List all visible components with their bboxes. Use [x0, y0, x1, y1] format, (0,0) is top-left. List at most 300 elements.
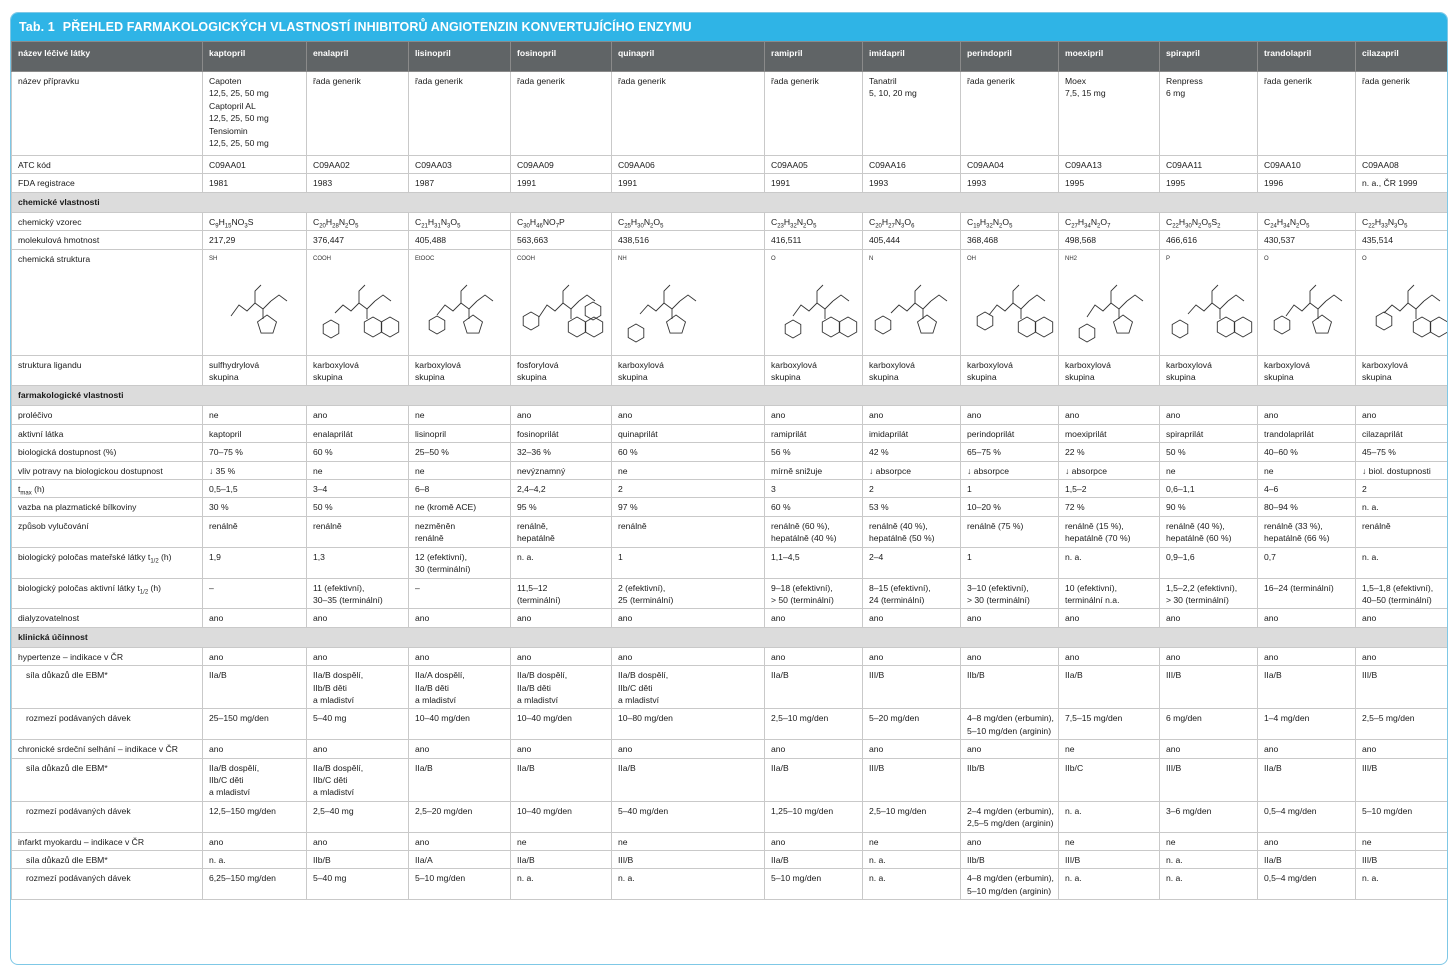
- table-cell: ano: [612, 406, 765, 424]
- table-cell: ano: [1258, 609, 1356, 627]
- chemical-structure-drawing: [618, 261, 708, 353]
- row-label: síla důkazů dle EBM*: [12, 758, 203, 801]
- table-cell: ano: [612, 647, 765, 665]
- table-cell: 11 (efektivní), 30–35 (terminální): [307, 578, 409, 609]
- table-cell: renálně: [1356, 516, 1448, 547]
- table-cell: C09AA08: [1356, 156, 1448, 174]
- table-cell: ano: [511, 609, 612, 627]
- table-cell: quinaprilát: [612, 424, 765, 442]
- table-cell: 1987: [409, 174, 511, 192]
- chemical-structure-drawing: [1166, 261, 1256, 353]
- row-label: biologická dostupnost (%): [12, 443, 203, 461]
- table-cell: 376,447: [307, 231, 409, 249]
- row-label: vazba na plazmatické bílkoviny: [12, 498, 203, 516]
- table-cell: 7,5–15 mg/den: [1059, 709, 1160, 740]
- table-cell: IIa/B: [765, 666, 863, 709]
- table-cell: řada generik: [511, 72, 612, 156]
- table-cell: ano: [203, 647, 307, 665]
- table-cell: 1995: [1160, 174, 1258, 192]
- table-cell: renálně (40 %), hepatálně (60 %): [1160, 516, 1258, 547]
- structure-atom-label: SH: [209, 255, 218, 262]
- table-cell: 3–10 (efektivní), > 30 (terminální): [961, 578, 1059, 609]
- col-header-drug: quinapril: [612, 42, 765, 72]
- table-cell: IIa/B dospělí, IIb/C děti a mladiství: [612, 666, 765, 709]
- row-label: infarkt myokardu – indikace v ČR: [12, 832, 203, 850]
- row-label: název přípravku: [12, 72, 203, 156]
- table-cell: ne: [511, 832, 612, 850]
- table-cell: n. a.: [612, 869, 765, 900]
- table-cell: ano: [203, 609, 307, 627]
- table-cell: 1: [961, 547, 1059, 578]
- table-cell: 2,5–5 mg/den: [1356, 709, 1448, 740]
- table-cell: 2: [612, 480, 765, 498]
- table-cell: ano: [1160, 406, 1258, 424]
- table-row: [12, 666, 1448, 709]
- table-cell: 65–75 %: [961, 443, 1059, 461]
- table-cell: renálně (33 %), hepatálně (66 %): [1258, 516, 1356, 547]
- col-header-drug: cilazapril: [1356, 42, 1448, 72]
- ace-inhibitors-table: [11, 41, 1448, 900]
- table-cell: 1991: [511, 174, 612, 192]
- table-cell: IIa/B: [765, 758, 863, 801]
- table-cell: fosforylová skupina: [511, 355, 612, 386]
- table-cell: ano: [961, 740, 1059, 758]
- table-cell: 10–20 %: [961, 498, 1059, 516]
- table-cell: IIb/B: [961, 666, 1059, 709]
- table-cell: 1,1–4,5: [765, 547, 863, 578]
- table-cell: ano: [1356, 406, 1448, 424]
- structure-cell: [863, 249, 961, 355]
- table-cell: ano: [307, 647, 409, 665]
- table-cell: ne: [863, 832, 961, 850]
- table-cell: n. a.: [1059, 869, 1160, 900]
- table-cell: 22 %: [1059, 443, 1160, 461]
- table-cell: ano: [765, 406, 863, 424]
- table-row: [12, 156, 1448, 174]
- table-cell: ano: [863, 740, 961, 758]
- table-body: [12, 72, 1448, 900]
- structure-atom-label: EtOOC: [415, 255, 435, 262]
- table-cell: 97 %: [612, 498, 765, 516]
- table-cell: 12 (efektivní), 30 (terminální): [409, 547, 511, 578]
- table-cell: C09AA05: [765, 156, 863, 174]
- table-cell: ↓ 35 %: [203, 461, 307, 479]
- table-cell: 563,663: [511, 231, 612, 249]
- table-cell: 42 %: [863, 443, 961, 461]
- table-cell: 45–75 %: [1356, 443, 1448, 461]
- table-cell: 2: [1356, 480, 1448, 498]
- row-label: chronické srdeční selhání – indikace v ČR: [12, 740, 203, 758]
- col-header-label: název léčivé látky: [12, 42, 203, 72]
- table-cell: karboxylová skupina: [961, 355, 1059, 386]
- table-cell: 5–40 mg/den: [612, 801, 765, 832]
- structure-atom-label: COOH: [517, 255, 535, 262]
- table-cell: karboxylová skupina: [1258, 355, 1356, 386]
- chemical-structure-drawing: [771, 261, 861, 353]
- table-cell: 1,9: [203, 547, 307, 578]
- table-cell: 4–8 mg/den (erbumin), 5–10 mg/den (arginin): [961, 709, 1059, 740]
- table-row: [12, 609, 1448, 627]
- table-cell: 498,568: [1059, 231, 1160, 249]
- table-cell: IIa/A: [409, 851, 511, 869]
- table-cell: lisinopril: [409, 424, 511, 442]
- table-cell: Renpress 6 mg: [1160, 72, 1258, 156]
- table-row: [12, 758, 1448, 801]
- table-cell: 25–50 %: [409, 443, 511, 461]
- table-cell: ano: [1160, 647, 1258, 665]
- table-cell: 11,5–12 (terminální): [511, 578, 612, 609]
- table-cell: karboxylová skupina: [1160, 355, 1258, 386]
- table-cell: 30 %: [203, 498, 307, 516]
- table-cell: fosinoprilát: [511, 424, 612, 442]
- table-cell: 1,25–10 mg/den: [765, 801, 863, 832]
- header-row: [12, 42, 1448, 72]
- table-cell: ne: [1059, 832, 1160, 850]
- table-cell: 5–10 mg/den: [765, 869, 863, 900]
- table-cell: n. a.: [1160, 869, 1258, 900]
- table-cell: n. a.: [1356, 547, 1448, 578]
- table-cell: $C_9H_{15}NO_3S$: [203, 212, 307, 230]
- row-label: hypertenze – indikace v ČR: [12, 647, 203, 665]
- table-cell: ne: [1059, 740, 1160, 758]
- table-cell: ano: [863, 609, 961, 627]
- table-cell: 2,5–40 mg: [307, 801, 409, 832]
- table-cell: C09AA16: [863, 156, 961, 174]
- table-cell: ano: [961, 832, 1059, 850]
- table-cell: 2–4: [863, 547, 961, 578]
- table-cell: III/B: [612, 851, 765, 869]
- table-cell: 3–6 mg/den: [1160, 801, 1258, 832]
- table-cell: 1: [612, 547, 765, 578]
- table-cell: 1,5–2: [1059, 480, 1160, 498]
- table-cell: n. a.: [511, 547, 612, 578]
- table-row: [12, 249, 1448, 355]
- table-cell: IIb/B: [961, 851, 1059, 869]
- table-cell: karboxylová skupina: [612, 355, 765, 386]
- table-cell: 10–40 mg/den: [409, 709, 511, 740]
- table-row: [12, 212, 1448, 230]
- table-cell: ↓ biol. dostupnosti: [1356, 461, 1448, 479]
- table-cell: karboxylová skupina: [307, 355, 409, 386]
- table-cell: 1,5–1,8 (efektivní), 40–50 (terminální): [1356, 578, 1448, 609]
- table-cell: nezměněn renálně: [409, 516, 511, 547]
- table-cell: ano: [612, 609, 765, 627]
- table-cell: C09AA04: [961, 156, 1059, 174]
- table-cell: 0,6–1,1: [1160, 480, 1258, 498]
- table-cell: ano: [511, 406, 612, 424]
- row-label: způsob vylučování: [12, 516, 203, 547]
- table-row: [12, 851, 1448, 869]
- table-cell: 0,5–4 mg/den: [1258, 869, 1356, 900]
- table-cell: C09AA06: [612, 156, 765, 174]
- table-cell: 10–40 mg/den: [511, 801, 612, 832]
- row-label: biologický poločas mateřské látky $t_{1/2}$ (h): [12, 547, 203, 578]
- col-header-drug: enalapril: [307, 42, 409, 72]
- table-cell: 10–80 mg/den: [612, 709, 765, 740]
- table-row: [12, 231, 1448, 249]
- table-cell: 3: [765, 480, 863, 498]
- table-cell: ano: [863, 406, 961, 424]
- structure-cell: [1258, 249, 1356, 355]
- table-cell: IIa/B dospělí, IIb/C děti a mladiství: [307, 758, 409, 801]
- table-cell: 0,5–4 mg/den: [1258, 801, 1356, 832]
- table-cell: ne (kromě ACE): [409, 498, 511, 516]
- structure-atom-label: O: [1362, 255, 1367, 262]
- table-cell: 2–4 mg/den (erbumin), 2,5–5 mg/den (arginin): [961, 801, 1059, 832]
- table-cell: 6–8: [409, 480, 511, 498]
- table-cell: ano: [409, 740, 511, 758]
- table-cell: IIa/B: [203, 666, 307, 709]
- table-cell: ano: [961, 609, 1059, 627]
- row-label: rozmezí podávaných dávek: [12, 709, 203, 740]
- table-row: [12, 174, 1448, 192]
- table-row: [12, 832, 1448, 850]
- table-row: [12, 547, 1448, 578]
- table-cell: 95 %: [511, 498, 612, 516]
- table-row: [12, 461, 1448, 479]
- table-cell: IIa/B: [765, 851, 863, 869]
- table-cell: 60 %: [307, 443, 409, 461]
- table-cell: III/B: [863, 666, 961, 709]
- table-cell: ↓ absorpce: [863, 461, 961, 479]
- table-cell: trandolaprilát: [1258, 424, 1356, 442]
- table-cell: ano: [961, 647, 1059, 665]
- table-cell: III/B: [1356, 666, 1448, 709]
- table-cell: IIa/B: [612, 758, 765, 801]
- table-cell: řada generik: [961, 72, 1059, 156]
- table-cell: Capoten 12,5, 25, 50 mg Captopril AL 12,5, 25, 50 mg Tensiomin 12,5, 25, 50 mg: [203, 72, 307, 156]
- table-cell: renálně (75 %): [961, 516, 1059, 547]
- section-title: klinická účinnost: [12, 627, 1448, 647]
- table-cell: $C_{24}H_{34}N_2O_5$: [1258, 212, 1356, 230]
- table-cell: IIa/B: [1258, 666, 1356, 709]
- table-cell: nevýznamný: [511, 461, 612, 479]
- table-cell: řada generik: [765, 72, 863, 156]
- table-cell: 1995: [1059, 174, 1160, 192]
- row-label: proléčivo: [12, 406, 203, 424]
- table-cell: 0,7: [1258, 547, 1356, 578]
- table-cell: C09AA11: [1160, 156, 1258, 174]
- table-cell: Tanatril 5, 10, 20 mg: [863, 72, 961, 156]
- table-cell: enalaprilát: [307, 424, 409, 442]
- table-cell: ne: [1160, 461, 1258, 479]
- table-cell: řada generik: [612, 72, 765, 156]
- table-cell: ano: [1356, 609, 1448, 627]
- table-cell: C09AA10: [1258, 156, 1356, 174]
- section-title: farmakologické vlastnosti: [12, 386, 1448, 406]
- table-cell: sulfhydrylová skupina: [203, 355, 307, 386]
- table-number: Tab. 1: [19, 20, 55, 34]
- table-cell: n. a.: [203, 851, 307, 869]
- table-cell: III/B: [1160, 666, 1258, 709]
- table-cell: 60 %: [765, 498, 863, 516]
- row-label: dialyzovatelnost: [12, 609, 203, 627]
- row-label: ATC kód: [12, 156, 203, 174]
- chemical-structure-drawing: [313, 261, 403, 353]
- table-cell: ano: [961, 406, 1059, 424]
- table-cell: cilazaprilát: [1356, 424, 1448, 442]
- table-cell: ano: [1356, 647, 1448, 665]
- table-cell: 60 %: [612, 443, 765, 461]
- table-cell: 0,5–1,5: [203, 480, 307, 498]
- table-cell: ne: [1258, 461, 1356, 479]
- table-cell: karboxylová skupina: [409, 355, 511, 386]
- table-cell: n. a.: [1356, 869, 1448, 900]
- table-cell: ↓ absorpce: [961, 461, 1059, 479]
- table-cell: IIb/C: [1059, 758, 1160, 801]
- table-cell: 10 (efektivní), terminální n.a.: [1059, 578, 1160, 609]
- table-cell: III/B: [1356, 758, 1448, 801]
- table-cell: 1: [961, 480, 1059, 498]
- table-cell: 6 mg/den: [1160, 709, 1258, 740]
- table-cell: ano: [765, 647, 863, 665]
- table-cell: $C_{27}H_{34}N_2O_7$: [1059, 212, 1160, 230]
- structure-cell: [612, 249, 765, 355]
- col-header-drug: lisinopril: [409, 42, 511, 72]
- row-label: FDA registrace: [12, 174, 203, 192]
- table-cell: 1996: [1258, 174, 1356, 192]
- table-cell: 1993: [863, 174, 961, 192]
- table-cell: 1,3: [307, 547, 409, 578]
- table-cell: ↓ absorpce: [1059, 461, 1160, 479]
- table-cell: perindoprilát: [961, 424, 1059, 442]
- table-cell: 50 %: [307, 498, 409, 516]
- structure-cell: [307, 249, 409, 355]
- table-cell: ne: [1160, 832, 1258, 850]
- table-cell: ne: [409, 406, 511, 424]
- table-row: [12, 647, 1448, 665]
- section-header-row: [12, 627, 1448, 647]
- structure-atom-label: O: [1264, 255, 1269, 262]
- table-cell: řada generik: [307, 72, 409, 156]
- row-label: síla důkazů dle EBM*: [12, 666, 203, 709]
- table-cell: C09AA01: [203, 156, 307, 174]
- table-cell: ano: [863, 647, 961, 665]
- table-row: [12, 480, 1448, 498]
- structure-cell: [1160, 249, 1258, 355]
- table-cell: IIa/B: [409, 758, 511, 801]
- table-cell: III/B: [1160, 758, 1258, 801]
- table-cell: 9–18 (efektivní), > 50 (terminální): [765, 578, 863, 609]
- chemical-structure-drawing: [967, 261, 1057, 353]
- row-label: rozmezí podávaných dávek: [12, 869, 203, 900]
- table-row: [12, 424, 1448, 442]
- table-cell: 80–94 %: [1258, 498, 1356, 516]
- table-cell: 2,4–4,2: [511, 480, 612, 498]
- structure-cell: [409, 249, 511, 355]
- table-cell: ano: [1059, 609, 1160, 627]
- table-cell: 217,29: [203, 231, 307, 249]
- table-cell: 90 %: [1160, 498, 1258, 516]
- chemical-structure-drawing: [209, 261, 299, 353]
- table-cell: n. a.: [1059, 547, 1160, 578]
- table-cell: ramiprilát: [765, 424, 863, 442]
- table-cell: 3–4: [307, 480, 409, 498]
- table-cell: 405,444: [863, 231, 961, 249]
- table-cell: ano: [203, 832, 307, 850]
- table-cell: ano: [1258, 647, 1356, 665]
- table-cell: 16–24 (terminální): [1258, 578, 1356, 609]
- table-cell: 1981: [203, 174, 307, 192]
- table-cell: C09AA03: [409, 156, 511, 174]
- table-cell: 1993: [961, 174, 1059, 192]
- chemical-structure-drawing: [869, 261, 959, 353]
- table-cell: III/B: [863, 758, 961, 801]
- col-header-drug: trandolapril: [1258, 42, 1356, 72]
- table-cell: 8–15 (efektivní), 24 (terminální): [863, 578, 961, 609]
- table-row: [12, 801, 1448, 832]
- row-label: aktivní látka: [12, 424, 203, 442]
- table-cell: řada generik: [409, 72, 511, 156]
- table-cell: řada generik: [1258, 72, 1356, 156]
- table-cell: 368,468: [961, 231, 1059, 249]
- table-cell: 0,9–1,6: [1160, 547, 1258, 578]
- row-label: $t_{max}$ (h): [12, 480, 203, 498]
- table-cell: 1991: [765, 174, 863, 192]
- table-cell: 1991: [612, 174, 765, 192]
- table-cell: karboxylová skupina: [1356, 355, 1448, 386]
- table-cell: ano: [1258, 406, 1356, 424]
- table-cell: řada generik: [1356, 72, 1448, 156]
- table-cell: n. a., ČR 1999: [1356, 174, 1448, 192]
- structure-cell: [203, 249, 307, 355]
- chemical-structure-drawing: [517, 261, 607, 353]
- table-cell: n. a.: [1059, 801, 1160, 832]
- table-cell: IIa/A dospělí, IIa/B děti a mladiství: [409, 666, 511, 709]
- table-cell: ne: [612, 461, 765, 479]
- table-cell: 50 %: [1160, 443, 1258, 461]
- row-label: molekulová hmotnost: [12, 231, 203, 249]
- table-cell: ano: [1258, 740, 1356, 758]
- table-cell: 1–4 mg/den: [1258, 709, 1356, 740]
- table-cell: –: [203, 578, 307, 609]
- table-cell: IIa/B: [1258, 851, 1356, 869]
- table-cell: $C_{22}H_{30}N_2O_5S_2$: [1160, 212, 1258, 230]
- table-cell: C09AA02: [307, 156, 409, 174]
- table-cell: 435,514: [1356, 231, 1448, 249]
- table-row: [12, 578, 1448, 609]
- table-cell: ano: [765, 609, 863, 627]
- table-cell: 5–40 mg: [307, 869, 409, 900]
- table-cell: –: [409, 578, 511, 609]
- col-header-drug: imidapril: [863, 42, 961, 72]
- table-cell: $C_{22}H_{33}N_3O_5$: [1356, 212, 1448, 230]
- table-row: [12, 498, 1448, 516]
- row-label: struktura ligandu: [12, 355, 203, 386]
- table-cell: $C_{23}H_{32}N_2O_5$: [765, 212, 863, 230]
- table-cell: renálně, hepatálně: [511, 516, 612, 547]
- table-cell: IIa/B dospělí, IIa/B děti a mladiství: [511, 666, 612, 709]
- table-cell: renálně: [203, 516, 307, 547]
- table-cell: ne: [307, 461, 409, 479]
- table-cell: spiraprilát: [1160, 424, 1258, 442]
- structure-atom-label: N: [869, 255, 874, 262]
- table-cell: ano: [1059, 647, 1160, 665]
- table-row: [12, 443, 1448, 461]
- table-cell: ano: [612, 740, 765, 758]
- table-cell: IIa/B: [511, 851, 612, 869]
- table-cell: IIa/B dospělí, IIb/B děti a mladiství: [307, 666, 409, 709]
- structure-atom-label: P: [1166, 255, 1171, 262]
- table-cell: C09AA13: [1059, 156, 1160, 174]
- row-label: síla důkazů dle EBM*: [12, 851, 203, 869]
- table-cell: III/B: [1059, 851, 1160, 869]
- row-label: vliv potravy na biologickou dostupnost: [12, 461, 203, 479]
- table-cell: 4–8 mg/den (erbumin), 5–10 mg/den (arginin): [961, 869, 1059, 900]
- table-cell: IIa/B: [511, 758, 612, 801]
- table-cell: 5–20 mg/den: [863, 709, 961, 740]
- table-row: [12, 516, 1448, 547]
